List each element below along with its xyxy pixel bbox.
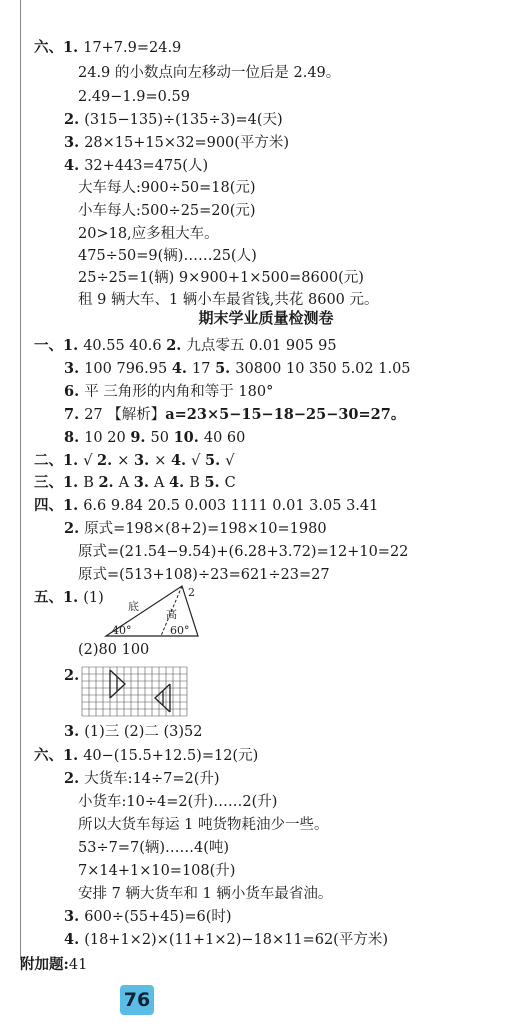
- answer-line: 租 9 辆大车、1 辆小车最省钱,共花 8600 元。: [78, 292, 379, 308]
- answer-line: 2. 大货车:14÷7=2(升): [64, 770, 220, 787]
- answer-line: 安排 7 辆大货车和 1 辆小货车最省油。: [78, 886, 333, 902]
- answer-line: 2.: [64, 667, 80, 684]
- answer-line: 2. 原式=198×(8+2)=198×10=1980: [64, 520, 327, 537]
- answer-line: 小车每人:500÷25=20(元): [78, 203, 256, 219]
- answer-line: 24.9 的小数点向左移动一位后是 2.49。: [78, 65, 341, 81]
- answer-line: 大车每人:900÷50=18(元): [78, 180, 256, 196]
- answer-line: 六、1. 17+7.9=24.9: [34, 39, 182, 56]
- section-title: 期末学业质量检测卷: [198, 309, 334, 327]
- answer-line: 3. 28×15+15×32=900(平方米): [64, 134, 290, 151]
- angle-right-label: 60°: [170, 624, 190, 637]
- answer-line: 原式=(513+108)÷23=621÷23=27: [78, 567, 330, 583]
- answer-line: (2)80 100: [78, 642, 150, 658]
- grid-figure: [80, 664, 190, 720]
- height-label: 高: [166, 608, 177, 621]
- answer-line: 7. 27 【解析】a=23×5−15−18−25−30=27。: [64, 406, 406, 423]
- answer-line: 2. (315−135)÷(135÷3)=4(天): [64, 111, 283, 128]
- answer-line: 原式=(21.54−9.54)+(6.28+3.72)=12+10=22: [78, 544, 409, 560]
- answer-line: 4. 32+443=475(人): [64, 157, 209, 174]
- answer-line: 3. 100 796.95 4. 17 5. 30800 10 350 5.02 1.05: [64, 360, 411, 377]
- side-label: 底: [128, 600, 139, 613]
- answer-line: 3. 600÷(55+45)=6(时): [64, 908, 232, 925]
- answer-line: 五、1. (1): [34, 589, 104, 606]
- angle-left-label: 40°: [112, 624, 132, 637]
- answer-line: 53÷7=7(辆)……4(吨): [78, 840, 230, 856]
- answer-line: 小货车:10÷4=2(升)……2(升): [78, 794, 278, 810]
- answer-line: 二、1. √ 2. × 3. × 4. √ 5. √: [34, 452, 235, 469]
- margin-line: [20, 0, 21, 960]
- answer-line: 20>18,应多租大车。: [78, 226, 219, 242]
- answer-line: 一、1. 40.55 40.6 2. 九点零五 0.01 905 95: [34, 337, 337, 354]
- answer-line: 8. 10 20 9. 50 10. 40 60: [64, 429, 246, 446]
- answer-line: 四、1. 6.6 9.84 20.5 0.003 1111 0.01 3.05 3.41: [34, 497, 379, 514]
- answer-line: 六、1. 40−(15.5+12.5)=12(元): [34, 747, 259, 764]
- answer-line: 4. (18+1×2)×(11+1×2)−18×11=62(平方米): [64, 931, 388, 948]
- page-number: 76: [123, 989, 151, 1011]
- answer-line: 3. (1)三 (2)二 (3)52: [64, 723, 203, 740]
- answer-line: 三、1. B 2. A 3. A 4. B 5. C: [34, 474, 236, 491]
- answer-line: 6. 平 三角形的内角和等于 180°: [64, 383, 274, 400]
- answer-line: 475÷50=9(辆)……25(人): [78, 248, 257, 264]
- answer-line: 7×14+1×10=108(升): [78, 863, 236, 879]
- triangle-figure: [100, 584, 210, 644]
- grid-lines: [82, 667, 187, 716]
- angle-mark-label: 2: [188, 586, 195, 599]
- answer-line: 所以大货车每运 1 吨货物耗油少一些。: [78, 817, 329, 833]
- answer-line: 25÷25=1(辆) 9×900+1×500=8600(元): [78, 270, 364, 286]
- bonus-line: 附加题:41: [20, 956, 88, 973]
- page-number-badge: [120, 985, 154, 1015]
- answer-line: 2.49−1.9=0.59: [78, 89, 190, 105]
